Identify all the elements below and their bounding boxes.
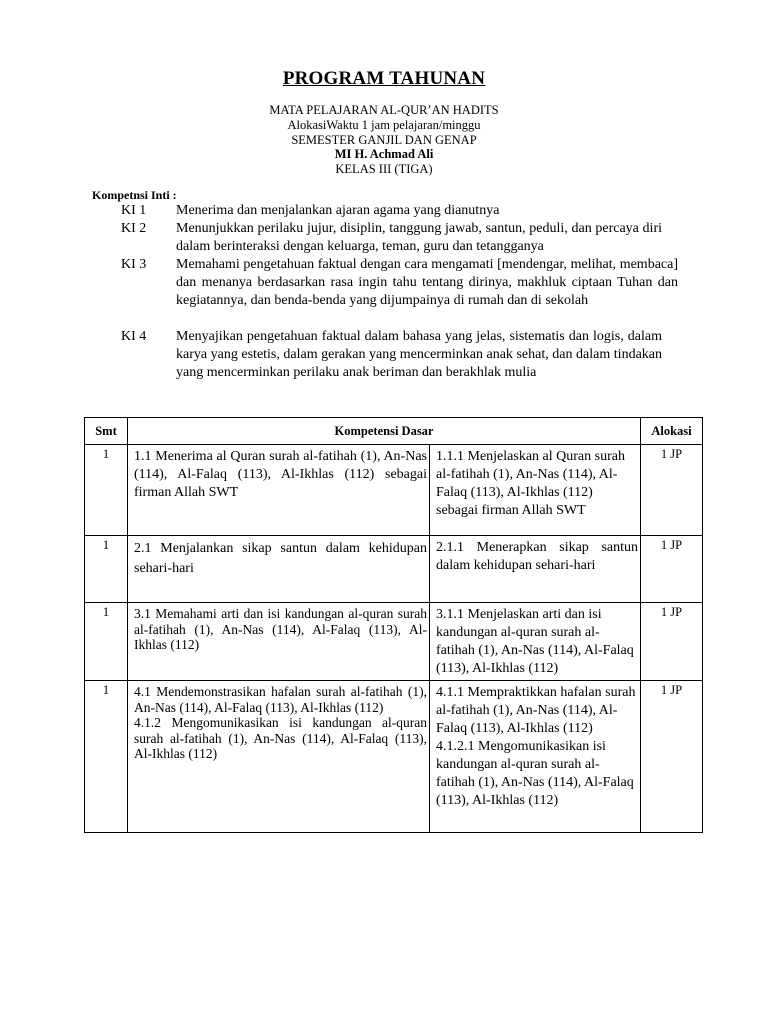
alokasi-cell: 1 JP (641, 681, 703, 833)
alokasi-cell: 1 JP (641, 536, 703, 603)
smt-cell: 1 (85, 603, 128, 681)
ki-text: Menunjukkan perilaku jujur, disiplin, tanggung jawab, santun, peduli, dan percaya diri dalam berinteraksi dengan keluarga, teman, guru dan tetangganya (176, 221, 662, 254)
ki-code: KI 3 (121, 257, 147, 272)
subject-line: MATA PELAJARAN AL-QUR’AN HADITS (269, 103, 499, 117)
table-row (85, 603, 703, 681)
smt-cell: 1 (85, 536, 128, 603)
ki-text: Memahami pengetahuan faktual dengan cara mengamati [mendengar, melihat, membaca] dan menanya berdasarkan rasa ingin tahu tentang dirinya, makhluk ciptaan Tuhan dan kegiatannya, dan benda-benda yang dijumpainya di rumah dan di sekolah (176, 257, 678, 308)
header-alokasi: Alokasi (641, 418, 703, 445)
table-header-row (85, 418, 703, 445)
class-line: KELAS III (TIGA) (335, 162, 433, 176)
header-smt: Smt (85, 418, 128, 445)
kd-cell: 4.1 Mendemonstrasikan hafalan surah al-fatihah (1), An-Nas (114), Al-Falaq (113), Al-Ikhlas (112) 4.1.2 Mengomunikasikan isi kandungan al-quran surah al-fatihah (1), An-Nas (114), Al-Falaq (113), Al-Ikhlas (112) (128, 681, 430, 833)
ki-heading: Kompetnsi Inti : (92, 188, 177, 202)
header-kompetensi-dasar: Kompetensi Dasar (128, 418, 641, 445)
indikator-cell: 1.1.1 Menjelaskan al Quran surah al-fatihah (1), An-Nas (114), Al-Falaq (113), Al-Ikhlas (112) sebagai firman Allah SWT (430, 445, 641, 536)
smt-cell: 1 (85, 445, 128, 536)
alokasi-cell: 1 JP (641, 603, 703, 681)
indikator-cell: 2.1.1 Menerapkan sikap santun dalam kehidupan sehari-hari (430, 536, 641, 603)
kompetensi-dasar-table (84, 417, 703, 833)
table-row (85, 536, 703, 603)
semester-line: SEMESTER GANJIL DAN GENAP (291, 133, 477, 147)
ki-text: Menyajikan pengetahuan faktual dalam bahasa yang jelas, sistematis dan logis, dalam karya yang estetis, dalam gerakan yang mencerminkan anak sehat, dan dalam tindakan yang mencerminkan perilaku anak beriman dan berakhlak mulia (176, 329, 662, 380)
kd-cell: 3.1 Memahami arti dan isi kandungan al-quran surah al-fatihah (1), An-Nas (114), Al-Falaq (113), Al-Ikhlas (112) (128, 603, 430, 681)
alokasi-cell: 1 JP (641, 445, 703, 536)
ki-code: KI 1 (121, 203, 147, 218)
kd-cell: 1.1 Menerima al Quran surah al-fatihah (1), An-Nas (114), Al-Falaq (113), Al-Ikhlas (112) sebagai firman Allah SWT (128, 445, 430, 536)
indikator-cell: 3.1.1 Menjelaskan arti dan isi kandungan al-quran surah al-fatihah (1), An-Nas (114), Al-Falaq (113), Al-Ikhlas (112) (430, 603, 641, 681)
table-row (85, 681, 703, 833)
school-name: MI H. Achmad Ali (334, 147, 434, 161)
document-title: PROGRAM TAHUNAN (282, 68, 486, 89)
time-allocation-line: AlokasiWaktu 1 jam pelajaran/minggu (287, 118, 481, 132)
ki-code: KI 2 (121, 221, 147, 236)
indikator-cell: 4.1.1 Mempraktikkan hafalan surah al-fatihah (1), An-Nas (114), Al-Falaq (113), Al-Ikhlas (112) 4.1.2.1 Mengomunikasikan isi kandungan al-quran surah al-fatihah (1), An-Nas (114), Al-Falaq (113), Al-Ikhlas (112) (430, 681, 641, 833)
ki-code: KI 4 (121, 329, 147, 344)
table-row (85, 445, 703, 536)
ki-text: Menerima dan menjalankan ajaran agama yang dianutnya (176, 203, 500, 218)
kd-cell: 2.1 Menjalankan sikap santun dalam kehidupan sehari-hari (128, 536, 430, 603)
smt-cell: 1 (85, 681, 128, 833)
